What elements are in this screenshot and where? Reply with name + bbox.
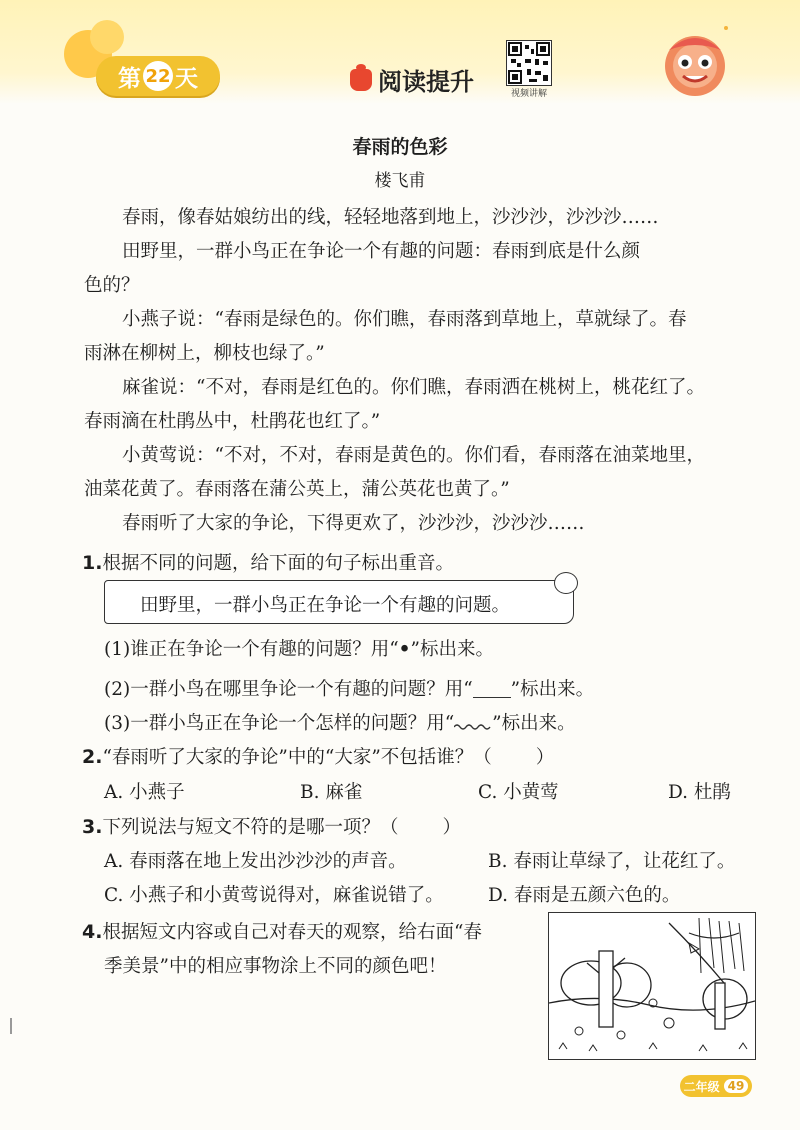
day-badge: [96, 56, 220, 96]
q3-option-b: B. 春雨让草绿了，让花红了。: [488, 851, 736, 872]
question-close-paren: ）: [442, 817, 461, 838]
scroll-sentence: 田野里，一群小鸟正在争论一个有趣的问题。: [140, 595, 511, 616]
question-4: [82, 918, 482, 944]
passage-author: 楼飞甫: [374, 171, 426, 191]
money-bag-icon: [350, 69, 372, 91]
passage-line: 小黄莺说：“不对，不对，春雨是黄色的。你们看，春雨落在油菜地里，: [122, 445, 705, 466]
question-text: 下列说法与短文不符的是哪一项？（: [102, 817, 399, 838]
question-3: [82, 813, 461, 839]
sub-question-text-end: ”标出来。: [510, 679, 595, 700]
question-text: “春雨听了大家的争论”中的“大家”不包括谁？（: [102, 747, 492, 768]
section-title: [350, 62, 474, 97]
passage-line: 麻雀说：“不对，春雨是红色的。你们瞧，春雨洒在桃树上，桃花红了。: [122, 377, 705, 398]
passage-line: 小燕子说：“春雨是绿色的。你们瞧，春雨落到草地上，草就绿了。春: [122, 309, 687, 330]
question-1-sub-3: [104, 709, 576, 735]
qr-code-icon[interactable]: [506, 40, 552, 86]
question-number: 2.: [82, 746, 103, 768]
sun-decoration-small: [90, 20, 124, 54]
q3-option-c: C. 小燕子和小黄莺说得对，麻雀说错了。: [104, 885, 444, 906]
sub-question-text-end: ”标出来。: [492, 713, 576, 734]
question-1-sub-2: [104, 675, 594, 701]
passage-line: 色的？: [84, 275, 140, 296]
lion-dance-mascot-icon: [655, 22, 735, 102]
q3-option-a: A. 春雨落在地上发出沙沙沙的声音。: [104, 851, 407, 872]
question-2: [82, 743, 554, 769]
passage-line: 雨淋在柳树上，柳枝也绿了。”: [84, 343, 325, 364]
day-number: 22: [143, 61, 173, 91]
passage-title: 春雨的色彩: [352, 136, 448, 158]
question-text: 根据短文内容或自己对春天的观察，给右面“春: [102, 922, 482, 943]
spring-scene-coloring-picture[interactable]: [548, 912, 756, 1060]
scroll-curl: [554, 572, 578, 594]
page-number: 49: [724, 1079, 749, 1093]
day-suffix: 天: [175, 65, 198, 92]
q2-option-b: B. 麻雀: [300, 782, 363, 803]
section-title-text: 阅读提升: [378, 68, 474, 96]
sub-question-text: (2)一群小鸟在哪里争论一个有趣的问题？用“: [104, 679, 473, 700]
qr-caption: 视频讲解: [510, 89, 547, 99]
margin-mark: [10, 1018, 12, 1034]
sub-question-text: (3)一群小鸟正在争论一个怎样的问题？用“: [104, 713, 455, 734]
passage-line: 油菜花黄了。春雨落在蒲公英上，蒲公英花也黄了。”: [84, 479, 510, 500]
passage-line: 春雨听了大家的争论，下得更欢了，沙沙沙，沙沙沙……: [122, 513, 585, 534]
question-1: [82, 549, 454, 575]
wavy-underline-symbol: [454, 717, 492, 731]
dot-mark-symbol: •: [398, 639, 411, 660]
passage-line: 春雨滴在杜鹃丛中，杜鹃花也红了。”: [84, 411, 381, 432]
question-1-sub-1: [104, 635, 494, 661]
q2-option-a: A. 小燕子: [104, 782, 185, 803]
question-close-paren: ）: [535, 747, 555, 768]
q3-option-d: D. 春雨是五颜六色的。: [488, 885, 681, 906]
question-4-line-2: 季美景”中的相应事物涂上不同的颜色吧！: [104, 956, 447, 977]
grade-label: 二年级: [683, 1079, 720, 1094]
day-prefix: 第: [118, 65, 141, 92]
q2-option-c: C. 小黄莺: [478, 782, 559, 803]
passage-line: 春雨，像春姑娘纺出的线，轻轻地落到地上，沙沙沙，沙沙沙……: [122, 207, 659, 228]
sub-question-text-end: ”标出来。: [410, 639, 494, 660]
passage-line: 田野里，一群小鸟正在争论一个有趣的问题：春雨到底是什么颜: [122, 241, 641, 262]
underline-mark-symbol: [473, 683, 511, 698]
question-number: 1.: [82, 552, 103, 574]
sub-question-text: (1)谁正在争论一个有趣的问题？用“: [104, 639, 399, 660]
q2-option-d: D. 杜鹃: [668, 782, 731, 803]
question-number: 4.: [82, 921, 103, 943]
question-text: 根据不同的问题，给下面的句子标出重音。: [102, 553, 454, 574]
footer-page-badge: [680, 1075, 752, 1097]
question-number: 3.: [82, 816, 103, 838]
